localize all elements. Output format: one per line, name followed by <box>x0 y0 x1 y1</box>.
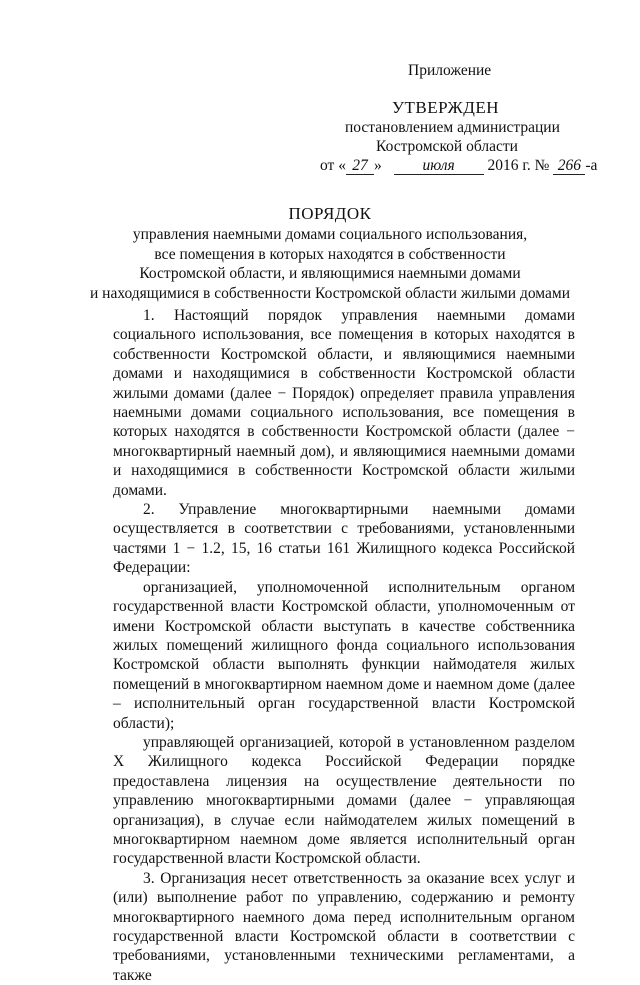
paragraph-2: 2. Управление многоквартирными наемными домами осуществляется в соответствии с требованиями, установленными частями 1 − 1.2, 15, 16 статьи 161 Жилищного кодекса Российской Федерации: <box>113 501 575 577</box>
subtitle-line-2: все помещения в которых находятся в собственности <box>154 245 506 263</box>
date-prefix: от « <box>320 157 346 174</box>
date-year: 2016 г. № <box>487 157 550 174</box>
date-mid: » <box>373 157 382 174</box>
subtitle-line-3: Костромской области, и являющимися наемными домами <box>139 265 521 282</box>
appendix-label: Приложение <box>408 62 492 79</box>
paragraph-3: 3. Организация несет ответственность за оказание всех услуг и (или) выполнение работ по управлению, содержанию и ремонту многоквартирного наемного дома перед исполнительным органом государственной власти Костромской области в соответствии с требованиями, установленными техническими регламентами, а также <box>113 869 575 984</box>
subtitle-line-1: управления наемными домами социального использования, <box>132 226 528 243</box>
paragraph-2-item-1: организацией, уполномоченной исполнительным органом государственной власти Костромской области, уполномоченным от имени Костромской области выступать в качестве собственника жилых помещений жилищного фонда социального использования Костромской области выполнять функции наймодателя жилых помещений в многоквартирном наемном доме и наемном доме (далее – исполнительный орган государственной власти Костромской области); <box>113 578 575 732</box>
decree-line-1: постановлением администрации <box>345 119 560 136</box>
decree-date-line <box>320 157 597 175</box>
paragraph-2-item-2: управляющей организацией, которой в установленном разделом X Жилищного кодекса Российской Федерации порядке предоставлена лицензия на осуществление деятельности по управлению многоквартирными домами (далее − управляющая организация), в случае если наймодателем жилых помещений в многоквартирном наемном доме является исполнительный орган государственной власти Костромской области. <box>113 733 575 868</box>
date-day: 27 <box>346 158 374 175</box>
document-title: ПОРЯДОК <box>288 204 372 223</box>
decree-line-2: Костромской области <box>376 138 518 155</box>
decree-number: 266 <box>553 158 585 175</box>
date-month: июля <box>394 158 484 175</box>
approved-stamp-text: УТВЕРЖДЕН <box>392 98 499 117</box>
subtitle-line-4: и находящимися в собственности Костромской области жилыми домами <box>89 284 570 302</box>
paragraph-1: 1. Настоящий порядок управления наемными домами социального использования, все помещения в которых находятся в собственности Костромской области, и являющимися наемными домами и находящимися в собственности Костромской области жилыми домами (далее − Порядок) определяет правила управления наемными домами социального использования, все помещения в которых находятся в собственности Костромской области (далее − многоквартирный наемный дом), и являющимися наемными домами и находящимися в собственности Костромской области жилыми домами. <box>113 307 575 499</box>
document-body <box>113 306 575 985</box>
decree-number-suffix: -а <box>585 157 598 174</box>
document-title-block <box>80 203 580 303</box>
